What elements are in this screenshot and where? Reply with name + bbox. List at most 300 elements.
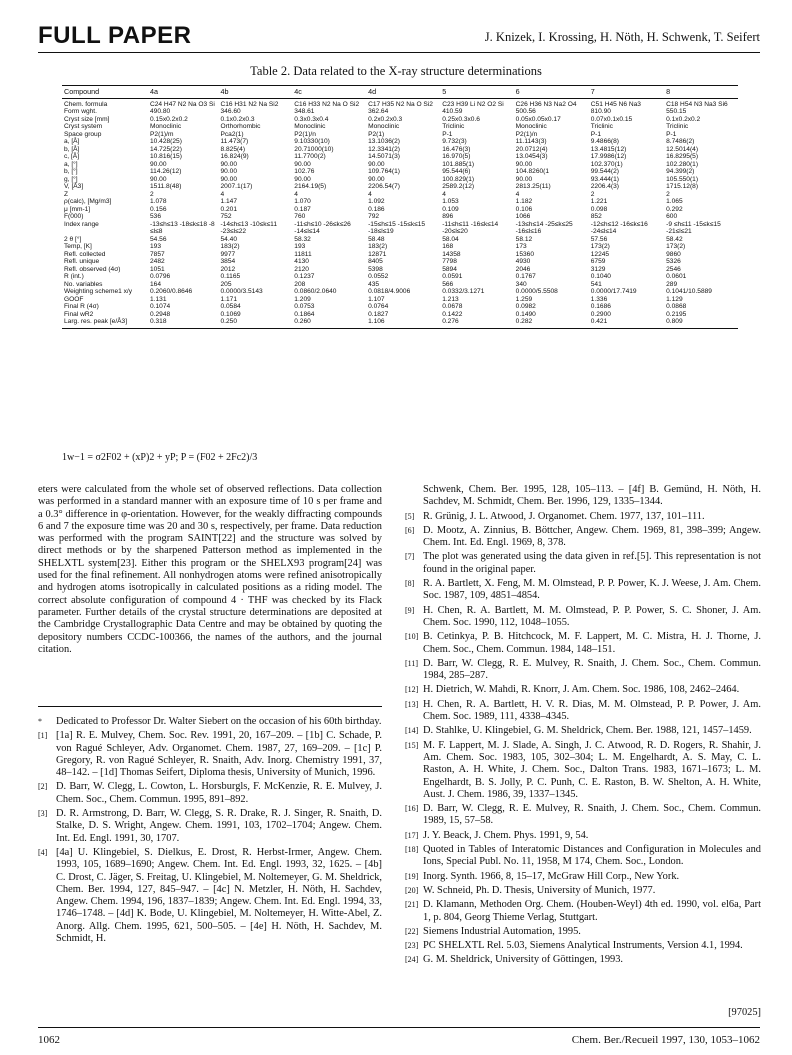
row-label: μ [mm-1] <box>64 205 91 213</box>
table-cell: 0.260 <box>292 318 366 328</box>
table-cell: 346.60 <box>220 108 241 115</box>
table-row <box>62 318 738 328</box>
row-label: GOOF <box>64 295 84 303</box>
table-cell: C16 H33 N2 Na O Si2 <box>294 100 360 108</box>
table-cell: 0.0332/3.1271 <box>442 288 485 295</box>
table-cell: 2813.25(11) <box>515 183 551 190</box>
table-cell: 0.106 <box>515 205 533 213</box>
table-cell: 0.0584 <box>220 303 241 310</box>
table-cell: 5326 <box>666 258 681 265</box>
table-row <box>62 191 738 199</box>
reference-number: [15] <box>405 740 419 750</box>
table-cell: 0.2x0.2x0.3 <box>368 115 403 123</box>
table-cell: 0.0860/2.0640 <box>294 288 337 295</box>
reference-item <box>38 781 382 806</box>
column-header: 6 <box>514 86 589 99</box>
reference-text: H. Chen, R. A. Bartlett, M. M. Olmstead, P. P. Power, S. C. Shoner, J. Am. Chem. Soc. 1990, 112, 1048–1055. <box>423 604 761 628</box>
table-cell: 5398 <box>368 265 383 273</box>
reference-text: B. Cetinkya, P. B. Hitchcock, M. F. Lappert, M. C. Mistra, H. J. Thorne, J. Chem. Soc., Chem. Commun. 1984, 148–151. <box>423 631 761 655</box>
table-cell: 2120 <box>294 265 309 273</box>
reference-text: G. M. Sheldrick, University of Göttingen, 1993. <box>423 954 623 966</box>
table-row <box>62 311 738 319</box>
reference-number: * <box>38 717 42 726</box>
row-label: c, [Å] <box>64 153 80 160</box>
reference-item <box>405 740 761 801</box>
table-header-row <box>62 86 738 99</box>
reference-number: [19] <box>405 871 419 881</box>
table-cell: 1.209 <box>294 295 311 303</box>
table-cell: 3129 <box>590 265 606 273</box>
row-label: V, [Å3] <box>64 183 84 190</box>
table-row <box>62 146 738 154</box>
reference-item <box>405 658 761 683</box>
reference-number: [13] <box>405 699 419 709</box>
table-cell: 90.00 <box>150 175 167 183</box>
row-label: Refl. unique <box>64 258 100 265</box>
reference-text: D. Klamann, Methoden Org. Chem. (Houben-Weyl) 4th ed. 1990, vol. el6a, Part 1, p. 804, Georg Thieme Verlag, Stuttgart. <box>423 899 761 923</box>
row-label: Space group <box>64 130 102 138</box>
table-cell: 54.40 <box>220 235 237 243</box>
page-number: 1062 <box>38 1034 60 1046</box>
table-cell: 0.1686 <box>590 303 611 310</box>
table-cell: 58.12 <box>515 235 533 243</box>
reference-text: H. Chen, R. A. Bartlett, H. V. R. Dias, M. M. Olmstead, P. P. Power, J. Am. Chem. Soc. 1989, 111, 4338–4345. <box>423 698 761 723</box>
table-cell: 90.00 <box>220 168 237 175</box>
table-cell: 10.428(25) <box>150 138 182 145</box>
reference-text: M. F. Lappert, M. J. Slade, A. Singh, J. C. Atwood, R. D. Rogers, R. Shahir, J. Am. Chem. Soc. 1983, 105, 302–304; L. M. Engelhardt, A. S. May, C. L. Raston, A. H. White, J. Chem. Soc., Dalton Trans. 1983, 1671–1673; L. M. Engelhardt, B. S. Jolly, P. C. Punh, C. E. Raston, B. W. Shelton, A. H. White, Aust. J. Chem. 1986, 39, 1337–1345. <box>423 739 761 800</box>
reference-item <box>405 511 761 523</box>
row-label: Index range <box>64 220 99 228</box>
reference-item <box>405 844 761 869</box>
reference-number: [22] <box>405 926 419 936</box>
table-cell: 1.336 <box>590 295 608 303</box>
column-header: 8 <box>664 86 738 99</box>
table-cell: 4 <box>515 190 520 198</box>
table-row <box>62 168 738 176</box>
row-label: Cryst size [mm] <box>64 115 110 123</box>
table-cell: 0.0000/5.5508 <box>515 288 558 295</box>
table-cell: Monoclinic <box>150 123 182 130</box>
table-cell: 3854 <box>220 258 236 265</box>
table-cell: 90.00 <box>294 175 311 183</box>
table-cell: 2007.1(17) <box>220 183 253 190</box>
table-cell: Pca2(1) <box>220 130 244 138</box>
reference-number: [18] <box>405 845 419 855</box>
table-cell: 0.098 <box>590 205 608 213</box>
table-cell: 95.544(6) <box>442 168 471 175</box>
row-label: Refl. observed (4σ) <box>64 265 121 273</box>
xray-data-table <box>62 85 738 329</box>
table-cell: 0.187 <box>294 205 311 213</box>
table-cell: 1.171 <box>220 295 237 303</box>
table-cell: 0.1864 <box>294 310 315 318</box>
table-caption: Table 2. Data related to the X-ray structure determinations <box>250 64 542 78</box>
table-cell: 760 <box>294 213 306 220</box>
reference-item <box>38 716 382 728</box>
table-cell: 0.15x0.2x0.2 <box>150 115 188 123</box>
table-cell: 114.26(12) <box>150 168 182 175</box>
table-cell: 164 <box>150 280 162 288</box>
table-cell: 0.05x0.05x0.17 <box>515 115 561 123</box>
reference-number: [16] <box>405 804 419 814</box>
reference-text: H. Dietrich, W. Mahdi, R. Knorr, J. Am. Chem. Soc. 1986, 108, 2462–2464. <box>423 684 740 696</box>
reference-number: [10] <box>405 632 419 642</box>
reference-number: [24] <box>405 955 419 965</box>
table-cell: 0.1237 <box>294 273 315 280</box>
table-cell: 11811 <box>294 250 312 258</box>
table-cell: 566 <box>442 280 454 288</box>
reference-item <box>38 730 382 779</box>
table-cell: 490.80 <box>150 108 171 115</box>
table-cell: 173(2) <box>666 243 686 250</box>
table-cell: 0.0591 <box>442 273 463 280</box>
table-cell: P2(1)/n <box>515 130 538 138</box>
table-cell: 11.1143(3) <box>515 138 547 145</box>
reference-item <box>405 699 761 724</box>
table-cell: 16.8295(5) <box>666 153 699 160</box>
reference-number: [12] <box>405 685 419 695</box>
reference-item <box>405 525 761 550</box>
row-label: Temp, [K] <box>64 243 92 250</box>
section-title: FULL PAPER <box>38 22 192 49</box>
table-cell: P-1 <box>442 130 453 138</box>
table-cell: 99.544(2) <box>590 168 619 175</box>
reference-item <box>405 631 761 656</box>
reference-item <box>405 578 761 603</box>
table-cell: 1.213 <box>442 295 459 303</box>
reference-text: R. Grünig, J. L. Atwood, J. Organomet. Chem. 1977, 137, 101–111. <box>423 510 705 522</box>
table-cell: 173 <box>515 243 527 250</box>
table-cell: -13≤h≤14 -25≤k≤25 -16≤l≤16 <box>515 220 573 235</box>
table-cell: 14358 <box>442 250 461 258</box>
row-label: ρ(calc), [Mg/m3] <box>64 198 112 205</box>
table-cell: 1.106 <box>366 318 440 328</box>
reference-text: D. Barr, W. Clegg, R. E. Mulvey, R. Snaith, J. Chem. Soc., Chem. Commun. 1984, 285–287. <box>423 657 761 682</box>
table-cell: 101.885(1) <box>442 160 475 168</box>
table-cell: 173(2) <box>590 243 610 250</box>
table-row <box>62 138 738 146</box>
body-paragraph: eters were calculated from the whole set of observed reflections. Data collection was performed in a standard manner with an exposure time of 10 s per frame and a 0.3° difference in φ-orientation. However, for the weakly diffracting compounds 6 and 7 the exposure time was 20 and 30 s, respectively, per frame. Data reduction was performed with the program SAINT[22] and the structure was solved by direct methods or by the sharpened Patterson method as implemented in the SHELXTL system[23]. Either this program or the SHELX93 program[24] was used for the final refinement. All nonhydrogen atoms were refined anisotropically and hydrogen atoms isotropically in calculated positions as a riding model. The correct absolute configuration of compound 4 · THF was checked by its Flack parameter. Further details of the crystal structure determinations are deposited at the Cambridge Crystallographic Data Centre and may be obtained by quoting the depository numbers CCDC-100366, the names of the authors, and the journal citation. <box>38 484 382 655</box>
table-row <box>62 288 738 296</box>
reference-number: [21] <box>405 900 419 910</box>
table-cell: C18 H54 N3 Na3 Si6 <box>666 100 728 108</box>
table-cell: 2164.19(5) <box>294 183 327 190</box>
reference-number: [20] <box>405 885 419 895</box>
reference-item <box>38 847 382 945</box>
table-cell: 1.065 <box>666 198 683 205</box>
table-cell: 2546 <box>666 265 681 273</box>
table-row <box>62 236 738 244</box>
table-cell: 0.3x0.3x0.4 <box>294 115 329 123</box>
table-row <box>62 266 738 274</box>
table-cell: 11.473(7) <box>220 138 249 145</box>
table-cell: 5894 <box>442 265 457 273</box>
table-cell: P2(1)/m <box>150 130 174 138</box>
table-cell: -14≤h≤13 -10≤k≤11 -23≤l≤22 <box>220 220 277 235</box>
table-cell: 90.00 <box>368 160 385 168</box>
body-column <box>38 484 382 656</box>
table-cell: 17.9986(12) <box>590 153 627 160</box>
table-cell: 109.764(1) <box>368 168 400 175</box>
table-cell: 193 <box>294 243 306 250</box>
table-row <box>62 303 738 311</box>
table-cell: 500.56 <box>515 108 536 115</box>
reference-text: D. R. Armstrong, D. Barr, W. Clegg, S. R. Drake, R. J. Singer, R. Snaith, D. Stalke, D. S. Wright, Angew. Chem. 1991, 103, 1702–1704; Angew. Chem. Int. Ed. Engl. 1991, 30, 1707. <box>56 808 382 844</box>
table-cell: 0.186 <box>368 205 385 213</box>
running-authors: J. Knizek, I. Krossing, H. Nöth, H. Schwenk, T. Seifert <box>484 30 760 44</box>
table-cell: Triclinic <box>666 123 689 130</box>
row-label: b, [°] <box>64 168 78 175</box>
table-cell: 0.2060/0.8646 <box>150 288 193 295</box>
header-rule <box>38 52 760 53</box>
reference-number: [9] <box>405 605 415 615</box>
table-cell: 0.0678 <box>442 303 463 310</box>
table-cell: 1715.12(8) <box>666 183 699 190</box>
reference-item <box>405 605 761 630</box>
table-cell: 90.00 <box>515 160 533 168</box>
column-header: 4c <box>292 86 366 99</box>
table-cell: 0.1827 <box>368 310 389 318</box>
table-cell: 9977 <box>220 250 236 258</box>
table-cell: 14.725(22) <box>150 145 182 153</box>
table-cell: 102.370(1) <box>590 160 623 168</box>
table-cell: 11.7700(2) <box>294 153 326 160</box>
table-cell: 2046 <box>515 265 531 273</box>
reference-number: [3] <box>38 809 48 819</box>
reference-number: [5] <box>405 511 415 521</box>
table-cell: 1.221 <box>590 198 608 205</box>
table-row <box>62 183 738 191</box>
reference-text: J. Y. Beack, J. Chem. Phys. 1991, 9, 54. <box>423 829 589 841</box>
table-cell: 0.201 <box>220 205 237 213</box>
table-cell: 0.2195 <box>666 310 687 318</box>
reference-number: [14] <box>405 726 419 736</box>
row-label: Larg. res. peak [e/Å3] <box>62 318 148 328</box>
reference-text: Siemens Industrial Automation, 1995. <box>423 925 581 937</box>
table-cell: 12.3341(2) <box>368 145 400 153</box>
row-label: R (int.) <box>64 273 84 280</box>
table-cell: Orthorhombic <box>220 123 261 130</box>
row-label: Refl. collected <box>64 250 106 258</box>
table-cell: P2(1) <box>368 130 385 138</box>
column-header: 5 <box>440 86 513 99</box>
table-cell: C51 H45 N6 Na3 <box>590 100 641 108</box>
reference-text: Inorg. Synth. 1966, 8, 15–17, McGraw Hill Corp., New York. <box>423 870 680 882</box>
table-cell: 362.64 <box>368 108 389 115</box>
table-row <box>62 153 738 161</box>
reference-item <box>405 899 761 924</box>
table-cell: 0.276 <box>440 318 513 328</box>
table-cell: 20.71000(10) <box>294 145 334 153</box>
reference-text: [4a] U. Klingebiel, S. Dielkus, E. Drost, R. Herbst-Irmer, Angew. Chem. 1993, 105, 1689–1690; Angew. Chem. Int. Ed. Engl. 1993, 32, 1625. – [4b] C. Drost, C. Jäger, S. Freitag, U. Klingebiel, M. Noltemeyer, G. M. Sheldrick, Chem. Ber. 1994, 127, 845–947. – [4c] N. Metzler, H. Nöth, H. Sachdev, Angew. Chem. 1994, 196, 1837–1839; Angew. Chem. Int. Ed. Engl. 1994, 33, 1746–1748. – [4d] K. Bode, U. Klingebiel, M. Noltemeyer, H. Witte-Abel, Z. Anorg. Allg. Chem. 1995, 621, 500–505. – [4e] H. Nöth, H. Sachdev, M. Schmidt, H. <box>56 846 382 945</box>
table-cell: 2 <box>666 190 670 198</box>
table-cell: 0.421 <box>589 318 664 328</box>
table-cell: 1511.8(48) <box>150 183 182 190</box>
table-cell: 340 <box>515 280 527 288</box>
table-cell: 1.259 <box>515 295 533 303</box>
row-label: Final wR2 <box>64 310 94 318</box>
table-cell: 104.8260(1 <box>515 168 550 175</box>
table-cell: 0.2900 <box>590 310 611 318</box>
table-row <box>62 98 738 108</box>
table-cell: P2(1)/n <box>294 130 316 138</box>
table-cell: 205 <box>220 280 232 288</box>
table-cell: 90.00 <box>150 160 167 168</box>
table-cell: 348.61 <box>294 108 315 115</box>
table-cell: 2589.2(12) <box>442 183 475 190</box>
references-left <box>38 716 382 947</box>
reference-item <box>405 871 761 883</box>
table-cell: 752 <box>220 213 232 220</box>
table-cell: -9 ≤h≤11 -15≤k≤15 -21≤l≤21 <box>666 220 721 235</box>
reference-text: R. A. Bartlett, X. Feng, M. M. Olmstead, P. P. Power, K. J. Weese, J. Am. Chem. Soc. 1987, 109, 4851–4854. <box>423 578 761 602</box>
row-label: Final R (4σ) <box>64 303 99 310</box>
table-cell: 410.59 <box>442 108 463 115</box>
reference-number: [23] <box>405 941 419 951</box>
table-cell: 0.0552 <box>368 273 389 280</box>
table-cell: 2012 <box>220 265 236 273</box>
column-header: 4b <box>218 86 292 99</box>
reference-number: [8] <box>405 579 415 589</box>
row-label: Chem. formula <box>64 100 108 108</box>
notes-rule <box>38 706 382 707</box>
table-cell: 0.25x0.3x0.6 <box>442 115 480 123</box>
reference-number: [2] <box>38 782 48 792</box>
references-right <box>405 484 761 969</box>
table-row <box>62 251 738 259</box>
table-cell: 0.0753 <box>294 303 315 310</box>
table-cell: 183(2) <box>220 243 240 250</box>
table-cell: 105.550(1) <box>666 175 699 183</box>
table-cell: 54.56 <box>150 235 167 243</box>
table-cell: P-1 <box>590 130 602 138</box>
table-cell: 16.476(3) <box>442 145 471 153</box>
table-cell: 93.444(1) <box>590 175 619 183</box>
reference-text: The plot was generated using the data given in ref.[5]. This representation is not found in the original paper. <box>423 551 761 575</box>
table-cell: C17 H35 N2 Na O Si2 <box>368 100 433 108</box>
table-body <box>62 98 738 328</box>
table-cell: 13.0454(3) <box>515 153 548 160</box>
table-cell: 0.1x0.2x0.2 <box>666 115 701 123</box>
reference-item <box>405 803 761 828</box>
table-row <box>62 176 738 184</box>
reference-number: [4] <box>38 847 48 857</box>
table-cell: 9.732(3) <box>442 138 467 145</box>
table-cell: Monoclinic <box>294 123 326 130</box>
table-cell: 0.1041/10.5889 <box>666 288 712 295</box>
table-cell: 102.76 <box>294 168 315 175</box>
table-cell: 94.399(2) <box>666 168 695 175</box>
reference-code: [97025] <box>728 1007 761 1018</box>
journal-citation: Chem. Ber./Recueil 1997, 130, 1053–1062 <box>571 1034 760 1046</box>
table-cell: 810.90 <box>590 108 611 115</box>
row-label: a, [Å] <box>64 138 80 145</box>
table-cell: -12≤h≤12 -16≤k≤16 -24≤l≤14 <box>590 220 648 235</box>
reference-number: [7] <box>405 552 415 562</box>
table-cell: 7857 <box>150 250 165 258</box>
table-cell: 0.1422 <box>442 310 463 318</box>
reference-text: [1a] R. E. Mulvey, Chem. Soc. Rev. 1991, 20, 167–209. – [1b] C. Schade, P. von Ragué Schleyer, Adv. Organomet. Chem. 1987, 27, 169–209. – [1c] P. Gregory, R. von Ragué Schleyer, R. Snaith, Adv. Inorg. Chemistry 1991, 37, 48–142. – [1d] Thomas Seifert, Diploma thesis, University of Munich, 1996. <box>56 730 382 779</box>
reference-number: [6] <box>405 525 415 535</box>
table-cell: -11≤h≤11 -16≤k≤14 -20≤l≤20 <box>442 220 499 235</box>
table-cell: 2 <box>150 190 154 198</box>
table-cell: 193 <box>150 243 162 250</box>
row-label: b, [Å] <box>64 145 80 153</box>
table-cell: 1.129 <box>666 295 683 303</box>
table-cell: 9.10330(10) <box>294 138 330 145</box>
table-cell: Monoclinic <box>368 123 400 130</box>
table-cell: 8405 <box>368 258 383 265</box>
table-cell: 0.2948 <box>150 310 171 318</box>
table-cell: P-1 <box>666 130 677 138</box>
row-label: No. variables <box>64 280 103 288</box>
column-header: 7 <box>589 86 664 99</box>
table-cell: 208 <box>294 280 306 288</box>
page-header <box>38 22 760 54</box>
reference-number: [11] <box>405 658 419 668</box>
table-cell: 896 <box>442 213 454 220</box>
column-header: 4d <box>366 86 440 99</box>
table-cell: 0.1074 <box>150 303 171 310</box>
table-cell: 13.1036(2) <box>368 138 400 145</box>
table-cell: Triclinic <box>442 123 465 130</box>
table-cell: 0.0796 <box>150 273 171 280</box>
table-cell: 0.318 <box>148 318 218 328</box>
table-cell: 4 <box>442 190 446 198</box>
table-cell: 0.07x0.1x0.15 <box>590 115 633 123</box>
table-cell: 0.0818/4.9006 <box>368 288 411 295</box>
table-cell: 4930 <box>515 258 531 265</box>
reference-text: D. Barr, W. Clegg, L. Cowton, L. Horsburgls, F. McKenzie, R. E. Mulvey, J. Chem. Soc., Chem. Commun. 1995, 891–892. <box>56 781 382 805</box>
reference-text: Quoted in Tables of Interatomic Distances and Configuration in Molecules and Ions, Special Publ. No. 11, 1958, M 174, Chem. Soc., London. <box>423 844 761 868</box>
table-cell: 90.00 <box>294 160 311 168</box>
table-cell: 0.1040 <box>590 273 611 280</box>
table-row <box>62 131 738 139</box>
reference-text: W. Schneid, Ph. D. Thesis, University of Munich, 1977. <box>423 884 656 896</box>
table-cell: C26 H36 N3 Na2 O4 <box>515 100 577 108</box>
table-cell: 1.182 <box>515 198 533 205</box>
table-cell: 1.147 <box>220 198 237 205</box>
table-cell: 0.156 <box>150 205 167 213</box>
table-cell: 4130 <box>294 258 309 265</box>
table-cell: -11≤h≤10 -26≤k≤26 -14≤l≤14 <box>294 220 351 235</box>
table-cell: 435 <box>368 280 380 288</box>
table-cell: 600 <box>666 213 678 220</box>
table-cell: 13.4815(12) <box>590 145 627 153</box>
reference-item <box>405 885 761 897</box>
table-cell: 12.5014(4) <box>666 145 699 153</box>
table-cell: 289 <box>666 280 678 288</box>
table-cell: 2 <box>590 190 595 198</box>
table-cell: 0.282 <box>514 318 589 328</box>
table-row <box>62 116 738 124</box>
table-row <box>62 273 738 281</box>
table-cell: 1066 <box>515 213 531 220</box>
reference-number: [1] <box>38 731 48 741</box>
table-cell: 1.070 <box>294 198 311 205</box>
table-cell: 12245 <box>590 250 610 258</box>
table-cell: 6759 <box>590 258 606 265</box>
table-cell: 1.053 <box>442 198 459 205</box>
table-cell: 541 <box>590 280 602 288</box>
table-cell: 16.824(9) <box>220 153 249 160</box>
reference-item <box>38 808 382 845</box>
table-cell: 0.0000/3.5143 <box>220 288 263 295</box>
row-label: Weighting scheme1 x/y <box>64 288 133 295</box>
table-cell: 1.092 <box>368 198 385 205</box>
reference-item <box>405 940 761 952</box>
table-row <box>62 258 738 266</box>
